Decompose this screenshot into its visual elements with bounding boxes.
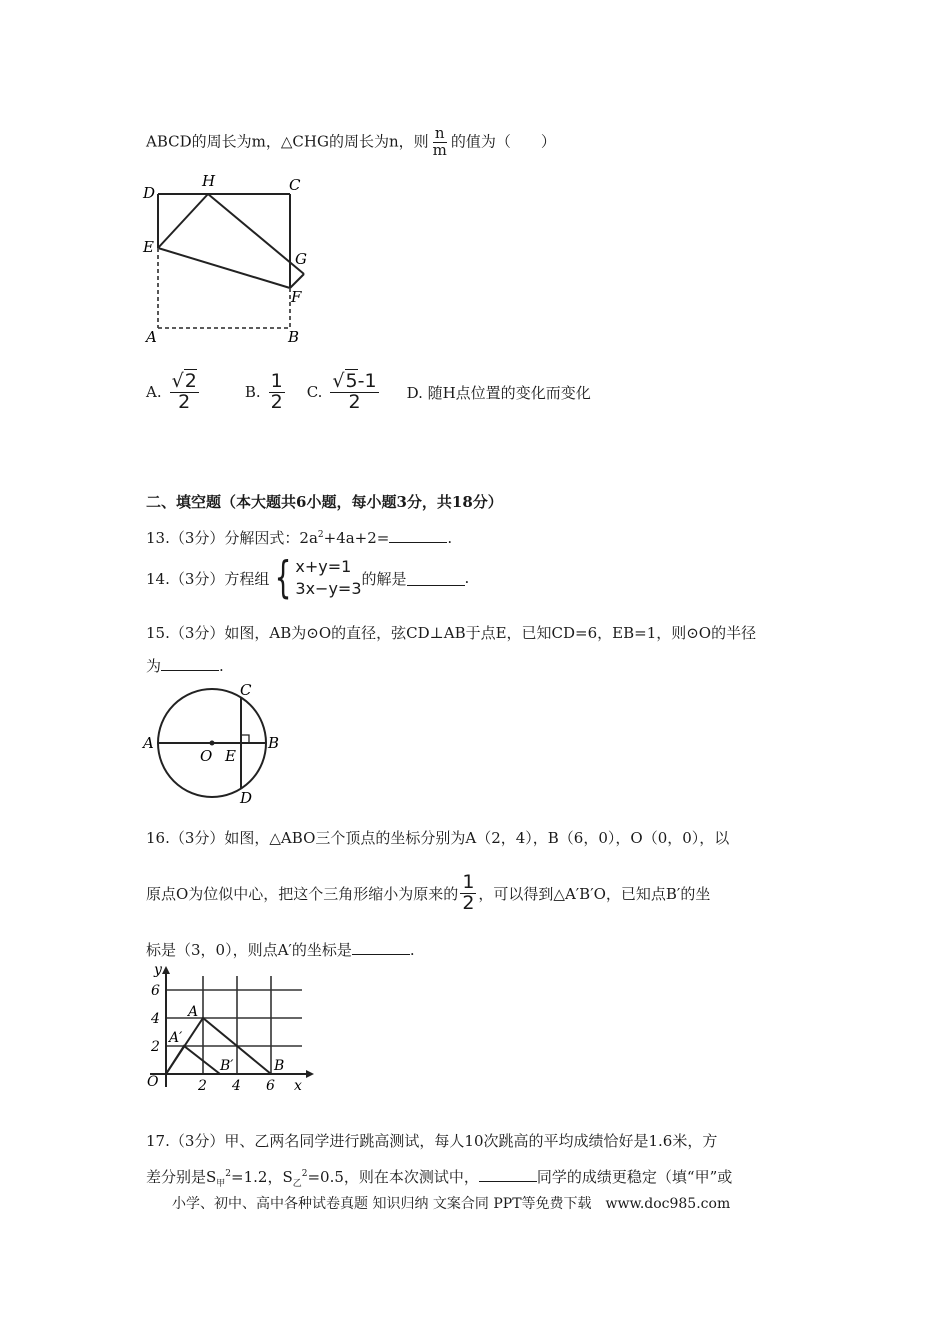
q15-line2 xyxy=(146,655,224,676)
option-c-den: 2 xyxy=(348,390,361,413)
q12-text-pre: ABCD的周长为m，△CHG的周长为n，则 xyxy=(146,132,429,151)
q17-line2-b: =1.2，S xyxy=(231,1168,293,1186)
q13-answer-blank[interactable] xyxy=(389,527,447,543)
q16-triangle-a-prime-b-prime-o xyxy=(166,1046,220,1074)
q12-label-g: G xyxy=(295,250,307,268)
q16-label-b: B xyxy=(274,1058,285,1074)
q16-line3 xyxy=(146,939,415,960)
q14-post: 的解是 xyxy=(361,569,407,588)
q13-end: . xyxy=(447,529,453,547)
q16-frac-num: 1 xyxy=(462,871,475,893)
q13-line xyxy=(146,527,452,548)
q12-label-e: E xyxy=(143,238,154,256)
q12-text-post: 的值为（ ） xyxy=(450,132,556,151)
q17-sub-jia: 甲 xyxy=(216,1179,226,1189)
q15-label-c: C xyxy=(240,682,252,699)
q16-label-o: O xyxy=(147,1074,159,1090)
q12-label-b: B xyxy=(288,328,300,346)
q16-y-arrow-icon xyxy=(162,966,170,974)
q15-circle-figure xyxy=(140,682,290,807)
q17-sup1: 2 xyxy=(225,1169,232,1179)
q16-x-arrow-icon xyxy=(306,1070,314,1078)
q15-label-b: B xyxy=(268,734,280,752)
q12-figure xyxy=(140,170,320,350)
option-a-den: 2 xyxy=(178,390,191,413)
option-d: D. 随H点位置的变化而变化 xyxy=(406,383,591,402)
q12-line-ef xyxy=(158,248,290,288)
q15-answer-blank[interactable] xyxy=(161,655,219,671)
q17-sub-yi: 乙 xyxy=(292,1179,302,1189)
q12-options xyxy=(146,372,591,413)
q16-fraction xyxy=(460,873,476,914)
q12-line-eh xyxy=(158,194,208,248)
option-a-fraction: $\frac{√2}{2}$ xyxy=(171,370,197,413)
option-b-label: B. xyxy=(244,383,261,402)
q12-question-line xyxy=(146,126,556,159)
q16-line2 xyxy=(146,873,710,914)
q17-answer-blank[interactable] xyxy=(479,1166,537,1182)
section-title: 二、填空题（本大题共6小题，每小题3分，共18分） xyxy=(146,493,503,511)
q15-label-o: O xyxy=(200,747,213,765)
q16-tick-y4: 4 xyxy=(151,1011,160,1027)
q15-label-d: D xyxy=(240,789,253,807)
q16-line2-post: ，可以得到△A′B′O，已知点B′的坐 xyxy=(478,884,711,903)
q15-line2-pre: 为 xyxy=(146,657,162,675)
q14-equation-system xyxy=(269,552,362,603)
q13-pre: 13.（3分）分解因式：2a xyxy=(146,529,318,547)
q17-line2 xyxy=(146,1166,732,1189)
q14-eq2: 3x−y=3 xyxy=(295,579,362,598)
q16-coordinate-figure xyxy=(140,962,315,1097)
q16-tick-y6: 6 xyxy=(151,983,160,999)
q17-line2-d: 同学的成绩更稳定（填“甲”或 xyxy=(536,1168,733,1186)
q16-tick-x4: 4 xyxy=(232,1078,241,1094)
q12-frac-den: m xyxy=(432,140,447,159)
q16-label-b-prime: B′ xyxy=(220,1058,234,1074)
q14-answer-blank[interactable] xyxy=(407,570,465,586)
q14-pre: 14.（3分）方程组 xyxy=(146,569,270,588)
q16-tick-x2: 2 xyxy=(198,1078,207,1094)
q12-label-h: H xyxy=(202,172,216,190)
q12-frac-num: n xyxy=(434,124,445,142)
option-c-fraction: $\frac{√5-1}{2}$ xyxy=(332,370,377,413)
q15-line1: 15.（3分）如图，AB为⊙O的直径，弦CD⊥AB于点E，已知CD=6，EB=1，则⊙O的半径 xyxy=(146,624,757,642)
q12-label-d: D xyxy=(143,184,156,202)
q12-fraction xyxy=(431,126,449,159)
q16-tick-x6: 6 xyxy=(266,1078,275,1094)
q12-line-gf xyxy=(290,274,304,288)
option-c-radicand: 5 xyxy=(345,370,358,392)
q16-line3-pre: 标是（3，0），则点A′的坐标是 xyxy=(146,941,352,959)
q15-end: . xyxy=(219,657,224,675)
q13-post: +4a+2= xyxy=(323,529,390,547)
brace-icon: { xyxy=(275,552,292,603)
q12-label-a: A xyxy=(146,328,157,346)
q16-label-a: A xyxy=(188,1004,199,1020)
option-c-tail: -1 xyxy=(357,370,377,392)
q17-line2-c: =0.5，则在本次测试中， xyxy=(307,1168,479,1186)
q15-center-dot xyxy=(210,741,215,746)
q15-label-e: E xyxy=(225,747,236,765)
q17-line2-a: 差分别是S xyxy=(146,1168,217,1186)
q14-line xyxy=(146,552,470,603)
option-b-num: 1 xyxy=(270,370,283,392)
q16-label-x: x xyxy=(294,1078,302,1094)
q16-tick-y2: 2 xyxy=(151,1039,160,1055)
q16-end: . xyxy=(409,941,415,959)
option-c-label: C. xyxy=(306,383,323,402)
q17-line1: 17.（3分）甲、乙两名同学进行跳高测试，每人10次跳高的平均成绩恰好是1.6米，方 xyxy=(146,1132,718,1150)
page-footer: 小学、初中、高中各种试卷真题 知识归纳 文案合同 PPT等免费下载 www.doc985.com xyxy=(172,1196,731,1212)
q12-label-c: C xyxy=(289,176,301,194)
q16-frac-den: 2 xyxy=(462,891,475,914)
q16-label-y: y xyxy=(154,962,162,978)
q15-right-angle-mark xyxy=(241,735,249,743)
option-a-label: A. xyxy=(146,383,162,402)
q16-line2-pre: 原点O为位似中心，把这个三角形缩小为原来的 xyxy=(146,884,459,903)
q16-answer-blank[interactable] xyxy=(352,939,410,955)
q12-label-f: F xyxy=(291,288,302,306)
q15-label-a: A xyxy=(143,734,154,752)
q13-sup: 2 xyxy=(317,530,324,540)
q17-sup2: 2 xyxy=(301,1169,308,1179)
q16-line1: 16.（3分）如图，△ABO三个顶点的坐标分别为A（2，4），B（6，0），O（0，0），以 xyxy=(146,829,730,847)
q16-label-a-prime: A′ xyxy=(169,1030,183,1046)
option-b-den: 2 xyxy=(270,390,283,413)
q14-eq1: x+y=1 xyxy=(295,557,352,577)
option-b-fraction xyxy=(269,372,285,413)
option-a-radicand: 2 xyxy=(184,370,197,392)
q14-end: . xyxy=(464,569,470,587)
